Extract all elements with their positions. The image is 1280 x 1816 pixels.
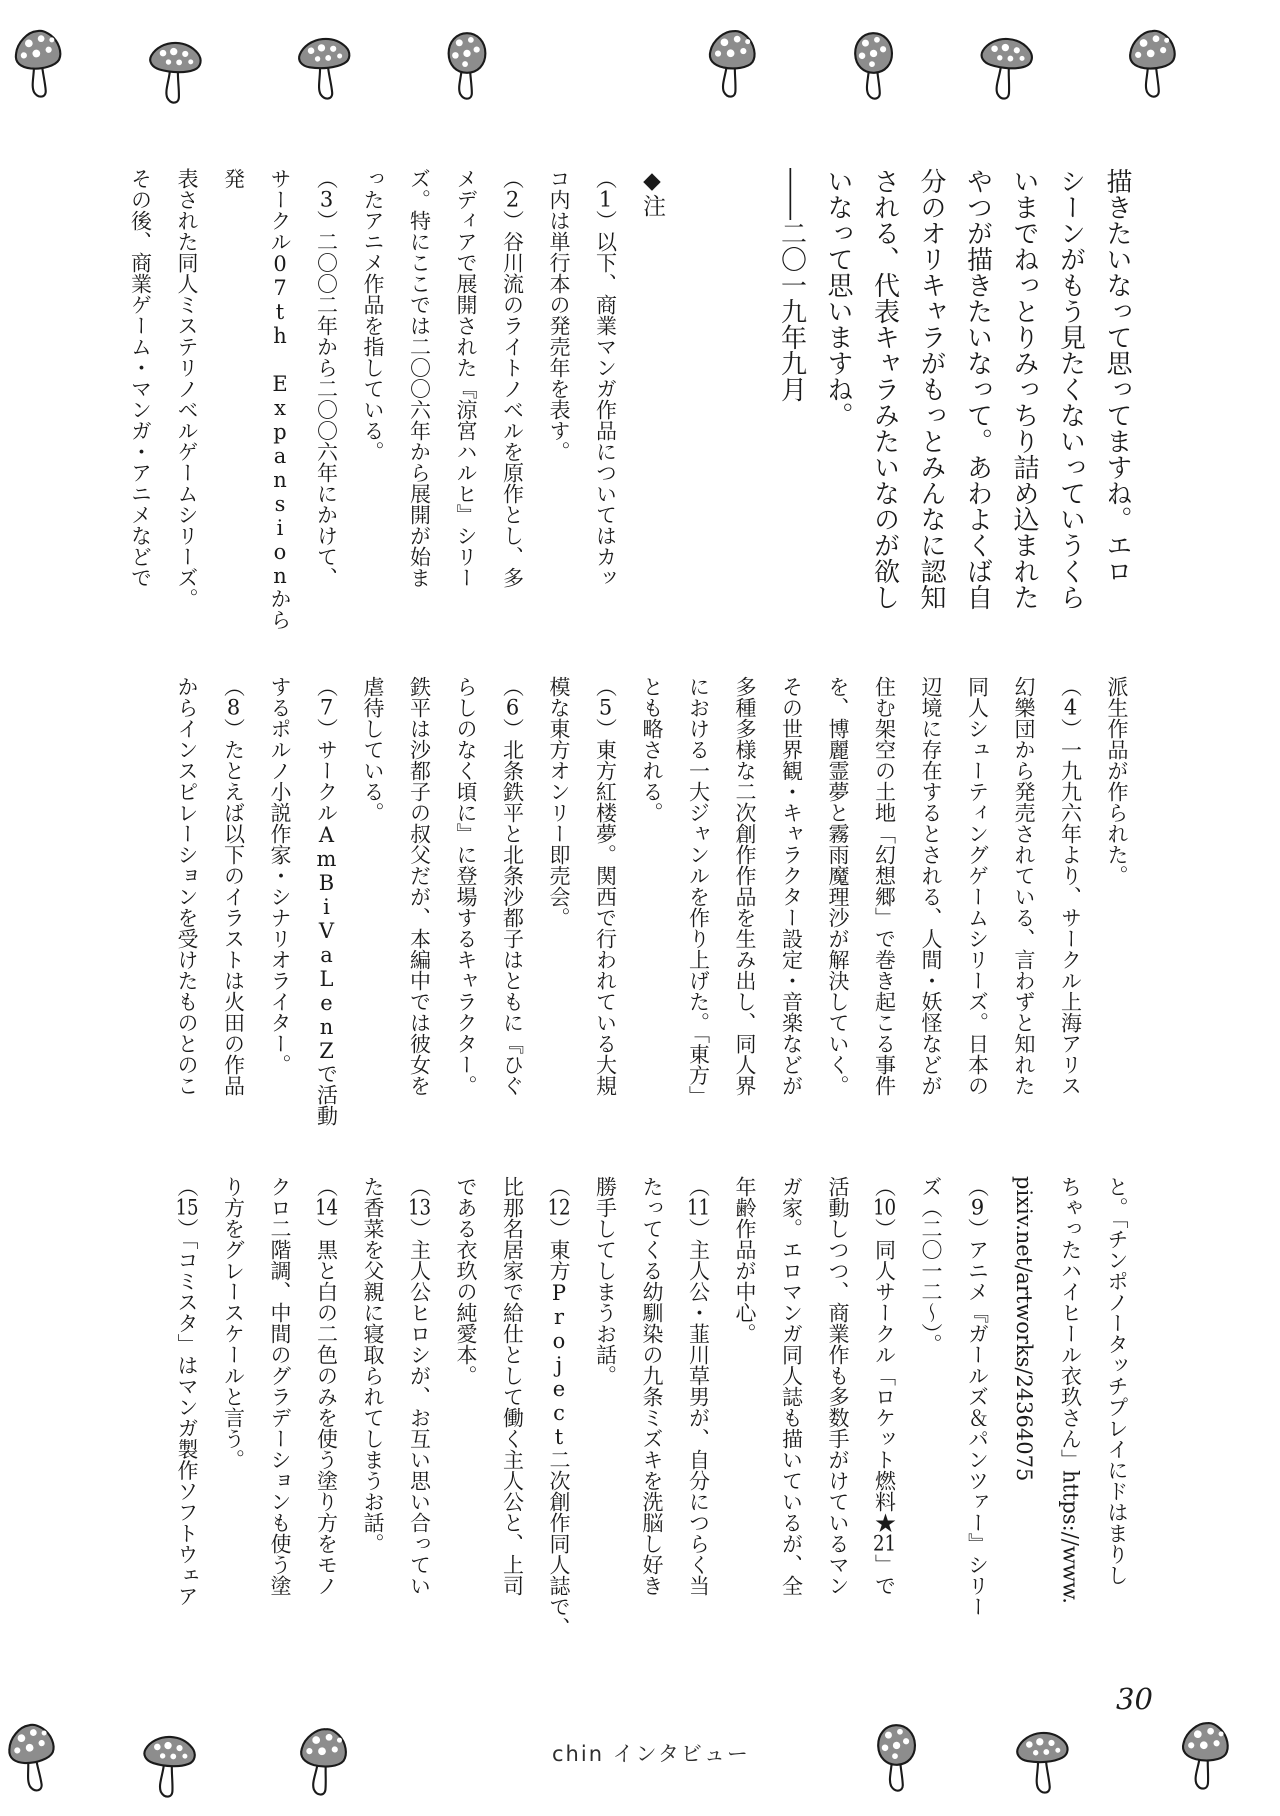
text-column: における一大ジャンルを作り上げた。「東方」 (686, 676, 711, 1107)
mushroom-icon (7, 22, 70, 106)
text-column: 年齢作品が中心。 (733, 1176, 757, 1344)
text-column: （3）二〇〇二年から二〇〇六年にかけて、 (314, 168, 339, 588)
text-column: を、博麗霊夢と霧雨魔理沙が解決していく。 (826, 676, 850, 1096)
mushroom-icon (145, 29, 206, 111)
text-column: 比那名居家で給仕として働く主人公と、上司 (500, 1176, 525, 1596)
text-column: ◆注 (639, 168, 665, 217)
text-column: 表された同人ミステリノベルゲームシリーズ。 (175, 168, 199, 609)
mushroom-icon (138, 1723, 200, 1806)
notes-band-middle (162, 676, 1140, 1138)
text-column: その世界観・キャラクター設定・音楽などが (779, 676, 804, 1096)
text-column: た香菜を父親に寝取られてしまうお話。 (361, 1176, 385, 1554)
text-column: らしのなく頃に』に登場するキャラクター。 (454, 676, 478, 1096)
text-column: ちゃったハイヒール衣玖さん」https://www. (1058, 1176, 1083, 1604)
column-spacer (722, 168, 769, 630)
text-column: （11）主人公・韮川草男が、自分につらく当 (686, 1176, 711, 1596)
mushroom-icon (438, 26, 496, 106)
text-column: である衣玖の純愛本。 (454, 1176, 478, 1386)
text-column: サークル07th Expansionから発 (221, 168, 292, 630)
text-column: いなって思いますね。 (823, 168, 853, 428)
text-column: その後、商業ゲーム・マンガ・アニメなどで (128, 168, 153, 588)
text-column: （7）サークルAmBiVaLenZで活動 (314, 676, 339, 1126)
text-column: 虐待している。 (361, 676, 385, 823)
text-column: （14）黒と白の二色のみを使う塗り方をモノ (314, 1176, 339, 1596)
text-column: と。「チンポノータッチプレイにドはまりし (1105, 1176, 1129, 1586)
text-column: （2）谷川流のライトノベルを原作とし、多 (500, 168, 525, 588)
text-column: （8）たとえば以下のイラストは火田の作品 (221, 676, 246, 1096)
text-column: 多種多様な二次創作作品を生み出し、同人界 (733, 676, 757, 1096)
text-column: （15）「コミスタ」はマンガ製作ソフトウェア (175, 1176, 199, 1607)
text-column: 勝手してしまうお話。 (593, 1176, 618, 1386)
text-column: メディアで展開された『涼宮ハルヒ』シリー (454, 168, 478, 588)
text-column: （13）主人公ヒロシが、お互い思い合ってい (407, 1176, 432, 1596)
page-number: 30 (1116, 1682, 1153, 1716)
text-column: ったアニメ作品を指している。 (361, 168, 385, 462)
text-column: クロ二階調、中間のグラデーションも使う塗 (268, 1176, 292, 1596)
mushroom-icon (1123, 23, 1184, 105)
text-column: 鉄平は沙都子の叔父だが、本編中では彼女を (407, 676, 432, 1096)
text-column: pixiv.net/artworks/24364075 (1012, 1176, 1036, 1482)
text-column: シーンがもう見たくないっていうくら (1055, 168, 1086, 610)
mushroom-icon (867, 1717, 928, 1799)
mushroom-icon (0, 1714, 67, 1801)
text-column: からインスピレーションを受けたものとのこ (175, 676, 199, 1096)
text-column: するポルノ小説作家・シナリオライター。 (268, 676, 292, 1075)
text-column: 辺境に存在するとされる、人間・妖怪などが (919, 676, 943, 1096)
text-column: （1）以下、商業マンガ作品についてはカッ (593, 168, 618, 588)
text-column: とも略される。 (640, 676, 664, 823)
text-column: ――二〇一九年九月 (776, 168, 807, 402)
text-column: 住む架空の土地「幻想郷」で巻き起こる事件 (872, 676, 897, 1096)
text-column: 描きたいなって思ってますね。エロ (1102, 168, 1132, 584)
mushroom-icon (1173, 1714, 1236, 1798)
text-column: 幻樂団から発売されている、言わずと知れた (1012, 676, 1036, 1096)
text-column: ズ（二〇一二〜）。 (919, 1176, 943, 1355)
text-column: （6）北条鉄平と北条沙都子はともに『ひぐ (500, 676, 525, 1096)
text-column: り方をグレースケールと言う。 (221, 1176, 246, 1470)
text-column: （9）アニメ『ガールズ＆パンツァー』シリー (965, 1176, 990, 1617)
text-column: やつが描きたいなって。あわよくば自 (962, 168, 993, 610)
mushroom-icon (974, 24, 1037, 108)
mushroom-icon (844, 25, 905, 107)
mushroom-icon (701, 23, 763, 106)
text-column: 派生作品が作られた。 (1105, 676, 1129, 886)
text-column: される、代表キャラみたいなのが欲し (869, 168, 900, 610)
text-column: （12）東方Project二次創作同人誌で、 (547, 1176, 571, 1638)
mushroom-icon (1011, 1718, 1074, 1802)
mushroom-icon (293, 24, 358, 109)
text-column: 模な東方オンリー即売会。 (547, 676, 571, 928)
text-column: 同人シューティングゲームシリーズ。日本の (965, 676, 990, 1096)
footer-running-title: chin インタビュー (552, 1742, 750, 1766)
text-column: （10）同人サークル「ロケット燃料★21」で (872, 1176, 897, 1596)
text-column: 活動しつつ、商業作も多数手がけているマン (826, 1176, 850, 1596)
column-spacer (675, 168, 722, 630)
text-column: コ内は単行本の発売年を表す。 (547, 168, 571, 462)
text-column: ズ。特にここでは二〇〇六年から展開が始ま (407, 168, 432, 588)
text-column: ガ家。エロマンガ同人誌も描いているが、全 (779, 1176, 804, 1596)
interview-closing-and-notes-band (128, 168, 1140, 630)
mushroom-icon (291, 1720, 356, 1805)
text-column: （5）東方紅楼夢。関西で行われている大規 (593, 676, 618, 1096)
text-column: （4）一九九六年より、サークル上海アリス (1058, 676, 1083, 1096)
text-column: いまでねっとりみっちり詰め込まれた (1009, 168, 1039, 610)
text-column: たってくる幼馴染の九条ミズキを洗脳し好き (640, 1176, 664, 1596)
text-column: 分のオリキャラがもっとみんなに認知 (916, 168, 946, 610)
notes-band-bottom (162, 1176, 1140, 1638)
